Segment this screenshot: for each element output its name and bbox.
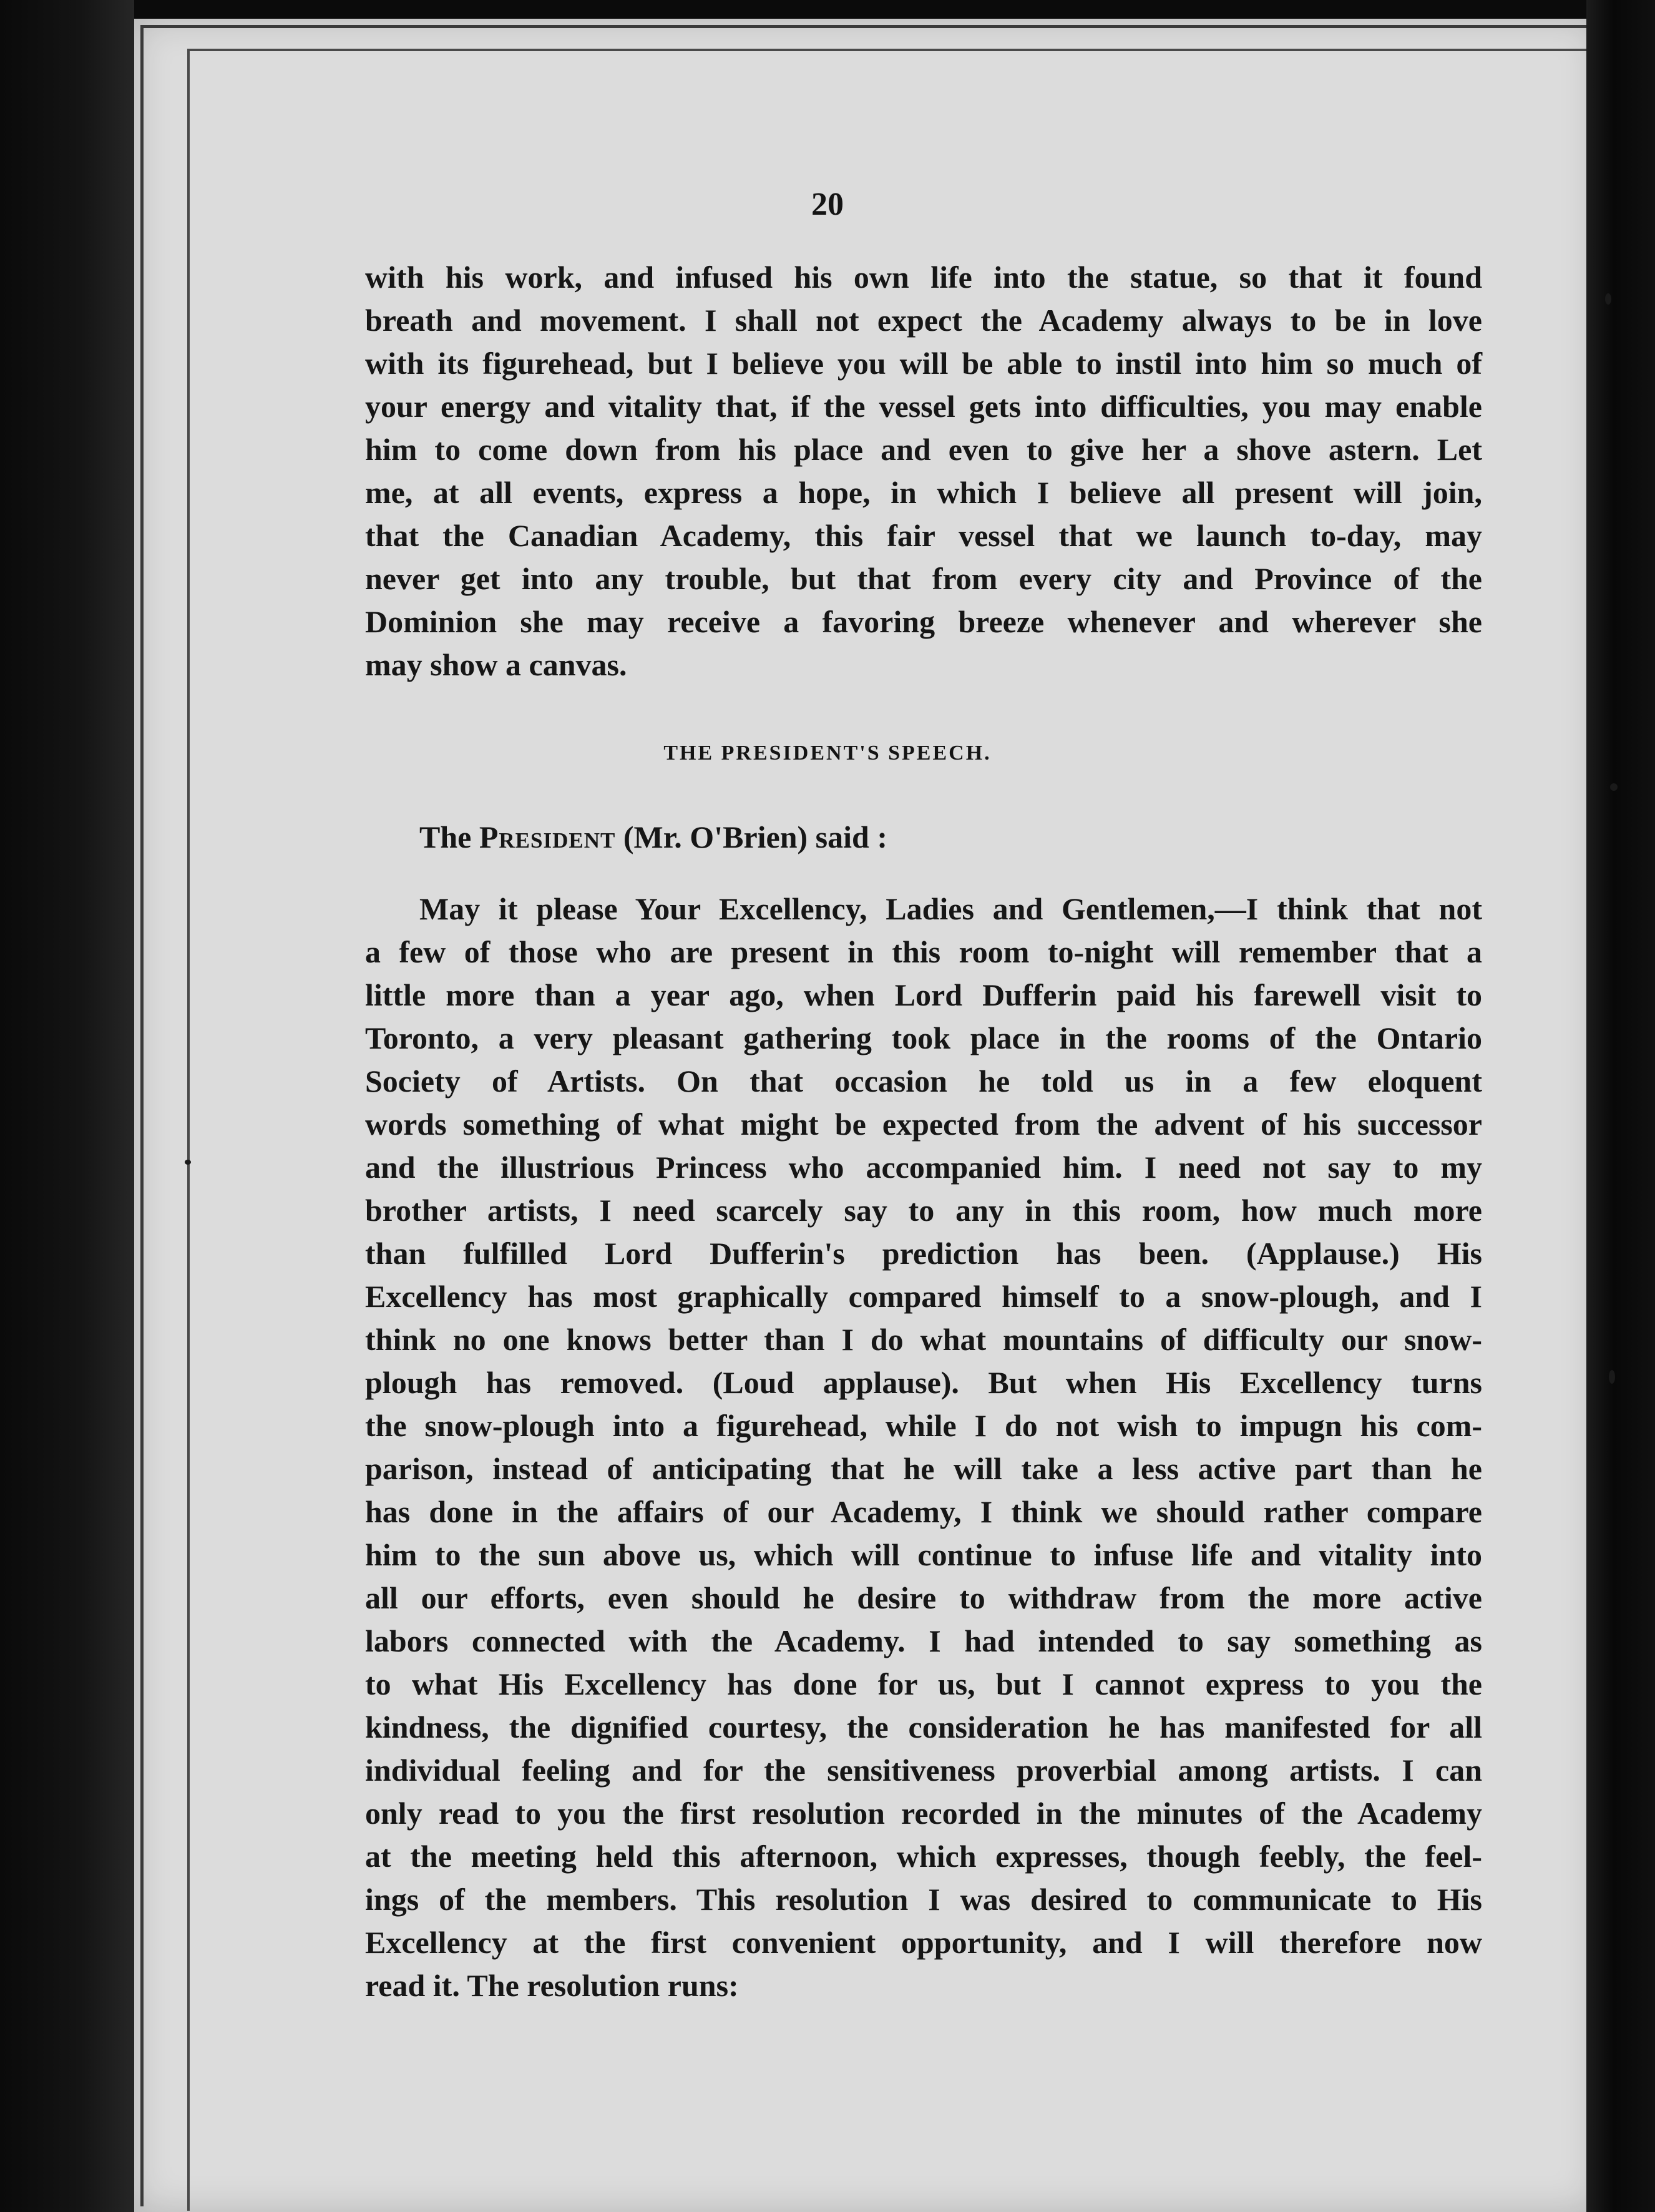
speaker-prefix: The bbox=[419, 820, 472, 854]
speech-line: than fulfilled Lord Dufferin's prediction has been. (Applause.) His bbox=[365, 1236, 1482, 1271]
continuation-line: breath and movement. I shall not expect the Academy always to be in love bbox=[365, 303, 1482, 338]
speech-line: labors connected with the Academy. I had intended to say something as bbox=[365, 1623, 1482, 1658]
speech-line: plough has removed. (Loud applause). But when His Excellency turns bbox=[365, 1365, 1482, 1400]
continuation-line: that the Canadian Academy, this fair vessel that we launch to-day, may bbox=[365, 518, 1482, 553]
continuation-line: your energy and vitality that, if the vessel gets into difficulties, you may enable bbox=[365, 389, 1482, 424]
speech-line: a few of those who are present in this room to-night will remember that a bbox=[365, 934, 1482, 969]
speech-line: the snow-plough into a figurehead, while I do not wish to impugn his com- bbox=[365, 1408, 1482, 1443]
continuation-line: with its figurehead, but I believe you will be able to instil into him so much of bbox=[365, 346, 1482, 381]
speech-line: Toronto, a very pleasant gathering took place in the rooms of the Ontario bbox=[365, 1020, 1482, 1055]
speech-line: him to the sun above us, which will continue to infuse life and vitality into bbox=[365, 1537, 1482, 1572]
speech-line: at the meeting held this afternoon, which expresses, though feebly, the feel- bbox=[365, 1839, 1482, 1874]
speech-line: Excellency has most graphically compared himself to a snow-plough, and I bbox=[365, 1279, 1482, 1314]
scan-mark bbox=[1610, 783, 1618, 791]
speech-line: Excellency at the first convenient opportunity, and I will therefore now bbox=[365, 1925, 1482, 1960]
section-heading: THE PRESIDENT'S SPEECH. bbox=[663, 741, 992, 765]
speech-line: parison, instead of anticipating that he will take a less active part than he bbox=[365, 1451, 1482, 1486]
continuation-line: him to come down from his place and even to give her a shove astern. Let bbox=[365, 432, 1482, 467]
speaker-title: President bbox=[479, 820, 616, 854]
speaker-line bbox=[419, 819, 887, 855]
next-page-edge bbox=[1586, 0, 1655, 2212]
speech-line: to what His Excellency has done for us, but I cannot express to you the bbox=[365, 1666, 1482, 1701]
speech-line: May it please Your Excellency, Ladies and Gentlemen,—I think that not bbox=[419, 891, 1482, 926]
speech-line: and the illustrious Princess who accompanied him. I need not say to my bbox=[365, 1150, 1482, 1185]
page-number: 20 bbox=[811, 187, 844, 222]
continuation-line: Dominion she may receive a favoring breeze whenever and wherever she bbox=[365, 604, 1482, 639]
continuation-paragraph bbox=[365, 256, 1482, 687]
continuation-line: never get into any trouble, but that from every city and Province of the bbox=[365, 561, 1482, 596]
speech-line: brother artists, I need scarcely say to any in this room, how much more bbox=[365, 1193, 1482, 1228]
scan-mark bbox=[1605, 293, 1611, 305]
binding-edge bbox=[0, 0, 134, 2212]
continuation-line: with his work, and infused his own life into the statue, so that it found bbox=[365, 260, 1482, 295]
speech-line: all our efforts, even should he desire to withdraw from the more active bbox=[365, 1580, 1482, 1615]
speech-line: only read to you the first resolution recorded in the minutes of the Academy bbox=[365, 1796, 1482, 1831]
speech-line: ings of the members. This resolution I was desired to communicate to His bbox=[365, 1882, 1482, 1917]
scan-mark bbox=[1609, 1370, 1615, 1384]
scan-mark bbox=[185, 1160, 191, 1165]
speech-line: Society of Artists. On that occasion he told us in a few eloquent bbox=[365, 1064, 1482, 1099]
speech-line: read it. The resolution runs: bbox=[365, 1968, 739, 2003]
speech-line: words something of what might be expected from the advent of his successor bbox=[365, 1107, 1482, 1142]
speech-line: little more than a year ago, when Lord Dufferin paid his farewell visit to bbox=[365, 977, 1482, 1012]
speech-line: think no one knows better than I do what mountains of difficulty our snow- bbox=[365, 1322, 1482, 1357]
speech-line: has done in the affairs of our Academy, I think we should rather compare bbox=[365, 1494, 1482, 1529]
speech-paragraph bbox=[365, 888, 1482, 2007]
speaker-suffix: (Mr. O'Brien) said : bbox=[623, 820, 887, 854]
continuation-line: may show a canvas. bbox=[365, 647, 627, 682]
speech-line: kindness, the dignified courtesy, the consideration he has manifested for all bbox=[365, 1710, 1482, 1745]
continuation-line: me, at all events, express a hope, in which I believe all present will join, bbox=[365, 475, 1482, 510]
speech-line: individual feeling and for the sensitiveness proverbial among artists. I can bbox=[365, 1753, 1482, 1788]
